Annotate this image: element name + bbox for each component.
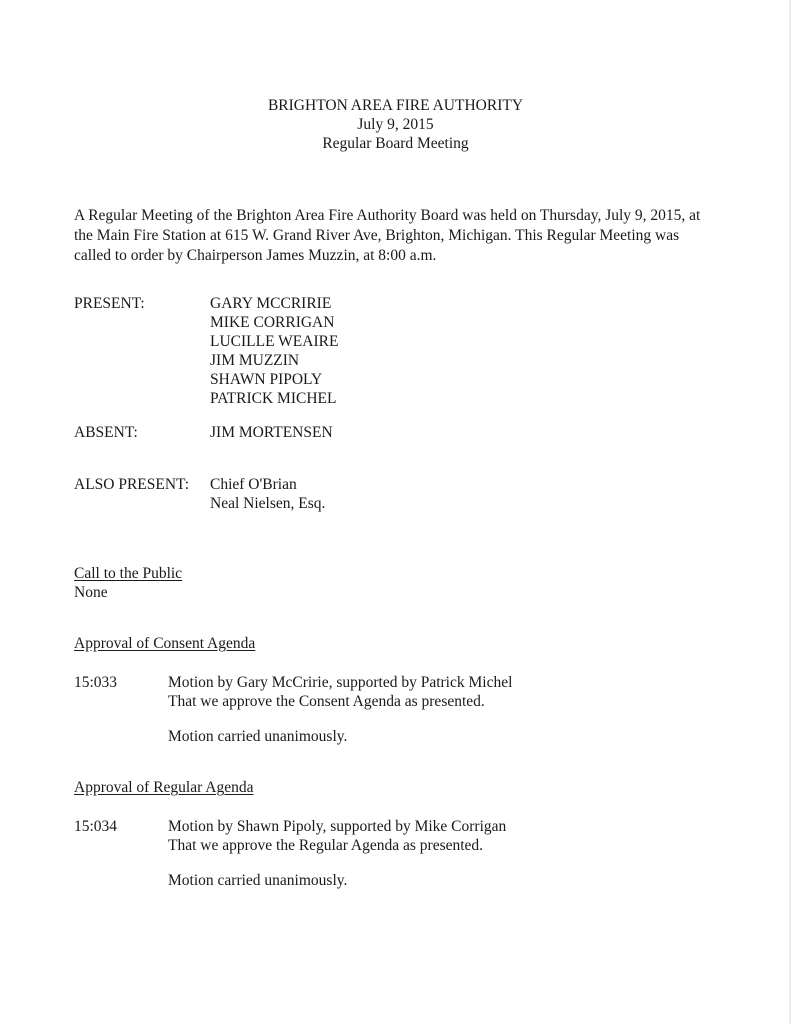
also-present-label: ALSO PRESENT: bbox=[74, 476, 190, 493]
present-member: PATRICK MICHEL bbox=[210, 390, 337, 407]
also-present-list bbox=[210, 475, 325, 513]
intro-line: called to order by Chairperson James Muzzin, at 8:00 a.m. bbox=[74, 247, 437, 264]
also-present-person: Neal Nielsen, Esq. bbox=[210, 495, 326, 512]
regular-motion-number: 15:034 bbox=[74, 818, 118, 835]
present-member: LUCILLE WEAIRE bbox=[210, 333, 339, 350]
present-member: MIKE CORRIGAN bbox=[210, 314, 335, 331]
consent-motion-result: Motion carried unanimously. bbox=[168, 728, 348, 745]
present-list bbox=[210, 294, 338, 408]
absent-label: ABSENT: bbox=[74, 424, 138, 441]
meeting-type: Regular Board Meeting bbox=[322, 135, 469, 152]
regular-motion-result: Motion carried unanimously. bbox=[168, 872, 348, 889]
public-text: None bbox=[74, 584, 108, 601]
consent-motion-number: 15:033 bbox=[74, 674, 118, 691]
consent-motion-line: Motion by Gary McCririe, supported by Patrick Michel bbox=[168, 674, 513, 691]
organization-title: BRIGHTON AREA FIRE AUTHORITY bbox=[267, 97, 524, 114]
present-member: JIM MUZZIN bbox=[210, 352, 300, 369]
document-header bbox=[0, 96, 791, 153]
absent-member: JIM MORTENSEN bbox=[210, 424, 333, 441]
absent-list bbox=[210, 423, 333, 442]
intro-paragraph bbox=[74, 206, 700, 266]
regular-motion-line: That we approve the Regular Agenda as presented. bbox=[168, 837, 484, 854]
present-member: SHAWN PIPOLY bbox=[210, 371, 323, 388]
public-heading: Call to the Public bbox=[74, 565, 183, 582]
intro-line: the Main Fire Station at 615 W. Grand River Ave, Brighton, Michigan. This Regular Meeting was bbox=[74, 227, 680, 244]
present-label: PRESENT: bbox=[74, 295, 145, 312]
intro-line: A Regular Meeting of the Brighton Area Fire Authority Board was held on Thursday, July 9, 2015, at bbox=[74, 207, 701, 224]
consent-heading: Approval of Consent Agenda bbox=[74, 635, 256, 652]
consent-motion-line: That we approve the Consent Agenda as presented. bbox=[168, 693, 485, 710]
regular-heading: Approval of Regular Agenda bbox=[74, 779, 254, 796]
also-present-person: Chief O'Brian bbox=[210, 476, 297, 493]
present-member: GARY MCCRIRIE bbox=[210, 295, 332, 312]
meeting-date: July 9, 2015 bbox=[357, 116, 434, 133]
regular-motion-line: Motion by Shawn Pipoly, supported by Mike Corrigan bbox=[168, 818, 507, 835]
